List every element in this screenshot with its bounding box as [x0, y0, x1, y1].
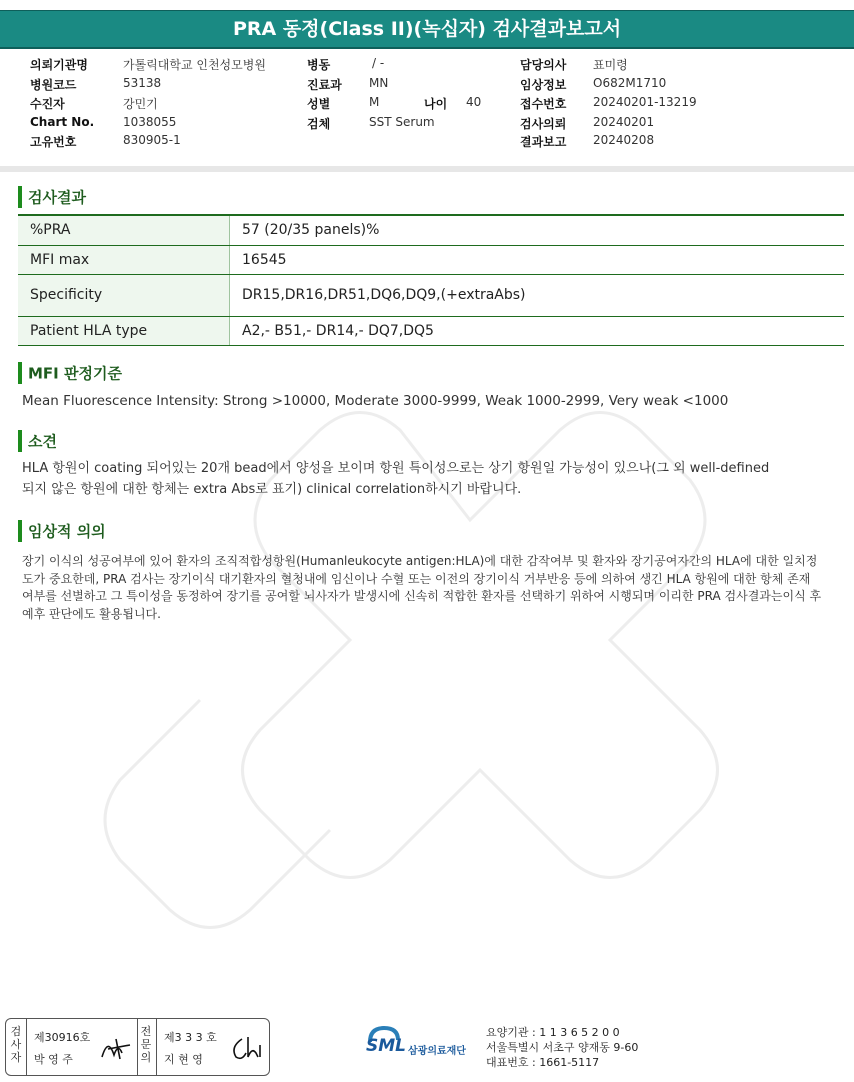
org-address: 서울특별시 서초구 양재동 9-60: [486, 1041, 639, 1054]
unique-no-label: 고유번호: [30, 135, 77, 149]
result-value: A2,- B51,- DR14,- DQ7,DQ5: [230, 316, 845, 345]
result-key: Specificity: [18, 274, 230, 316]
finding-text: [22, 458, 842, 500]
table-row: [18, 245, 844, 274]
specialist-signature-icon: [228, 1033, 264, 1061]
table-row: [18, 274, 844, 316]
heading-marker: [18, 362, 22, 384]
org-phone: 대표번호 : 1661-5117: [486, 1056, 600, 1069]
chart-no-value: 1038055: [123, 115, 177, 129]
hospital-value: 가톨릭대학교 인천성모병원: [123, 58, 266, 72]
specimen-value: SST Serum: [369, 115, 435, 129]
result-value: 57 (20/35 panels)%: [230, 215, 845, 245]
ward-value: / -: [372, 56, 385, 70]
examiner-signature-icon: [98, 1033, 134, 1061]
results-table: [18, 214, 844, 346]
heading-marker: [18, 186, 22, 208]
org-name: 삼광의료재단: [408, 1046, 466, 1057]
dept-label: 진료과: [307, 78, 342, 92]
chart-no-label: Chart No.: [30, 115, 95, 129]
result-key: %PRA: [18, 215, 230, 245]
clinical-info-label: 임상정보: [520, 78, 567, 92]
receipt-no-value: 20240201-13219: [593, 95, 697, 109]
heading-marker: [18, 520, 22, 542]
result-value: 16545: [230, 245, 845, 274]
patient-label: 수진자: [30, 97, 65, 111]
finding-line: HLA 항원이 coating 되어있는 20개 bead에서 양성을 보이며 항원 특이성으로는 상기 항원일 가능성이 있으나(그 외 well-defined: [22, 461, 770, 476]
ward-label: 병동: [307, 58, 331, 72]
age-label: 나이: [424, 97, 448, 111]
table-row: [18, 316, 844, 345]
org-code: 요양기관 : 1 1 3 6 5 2 0 0: [486, 1026, 620, 1039]
result-value: DR15,DR16,DR51,DQ6,DQ9,(+extraAbs): [230, 274, 845, 316]
clinical-info-value: O682M1710: [593, 76, 667, 90]
finding-line: 되지 않은 항원에 대한 항체는 extra Abs로 표기) clinical correlation하시기 바랍니다.: [22, 482, 522, 497]
examiner-name: 박 영 주: [34, 1053, 73, 1066]
org-address-block: [486, 1025, 638, 1070]
examiner-license: 제30916호: [34, 1031, 91, 1044]
heading-marker: [18, 430, 22, 452]
report-date-value: 20240208: [593, 133, 655, 147]
hospital-code-label: 병원코드: [30, 78, 77, 92]
specialist-name: 지 현 영: [164, 1053, 203, 1066]
signature-box: [5, 1018, 270, 1076]
report-date-label: 결과보고: [520, 135, 567, 149]
result-key: MFI max: [18, 245, 230, 274]
result-key: Patient HLA type: [18, 316, 230, 345]
patient-value: 강민기: [123, 97, 158, 111]
results-heading: 검사결과: [18, 186, 86, 208]
mfi-heading: MFI 판정기준: [18, 362, 122, 384]
doctor-label: 담당의사: [520, 58, 567, 72]
specimen-label: 검체: [307, 117, 331, 131]
hospital-label: 의뢰기관명: [30, 58, 88, 72]
request-date-value: 20240201: [593, 115, 655, 129]
receipt-no-label: 접수번호: [520, 97, 567, 111]
table-row: [18, 215, 844, 245]
dept-value: MN: [369, 76, 389, 90]
specialist-label: 전문의: [140, 1025, 152, 1064]
unique-no-value: 830905-1: [123, 133, 181, 147]
clinical-text: 장기 이식의 성공여부에 있어 환자의 조직적합성항원(Humanleukocyte antigen:HLA)에 대한 감작여부 및 환자와 장기공여자간의 HLA에 대한 일치정도가 중요한데, PRA 검사는 장기이식 대기환자의 혈청내에 임신이나 수혈 또는 이전의 장기이식 거부반응 등에 의하여 생긴 HLA 항원에 대한 항체 존재 여부를 선별하고 그 특이성을 동정하여 장기를 공여할 뇌사자가 발생시에 신속히 적합한 환자를 선택하기 위하여 시행되며 이리한 PRA 검사결과는이식 후 예후 판단에도 활용됩니다.: [22, 554, 822, 621]
logo-text: SML: [366, 1036, 406, 1056]
finding-heading: 소견: [18, 430, 57, 452]
report-title: PRA 동정(Class II)(녹십자) 검사결과보고서: [0, 10, 854, 49]
patient-info-block: [0, 48, 854, 172]
specialist-license: 제3 3 3 호: [164, 1031, 217, 1044]
examiner-label: 검사자: [10, 1025, 22, 1064]
sex-label: 성별: [307, 97, 331, 111]
hospital-code-value: 53138: [123, 76, 162, 90]
mfi-criteria-text: Mean Fluorescence Intensity: Strong >10000, Moderate 3000-9999, Weak 1000-2999, Very weak <1000: [22, 393, 729, 409]
age-value: 40: [466, 95, 482, 109]
doctor-value: 표미령: [593, 58, 628, 72]
request-date-label: 검사의뢰: [520, 117, 567, 131]
clinical-heading: 임상적 의의: [18, 520, 106, 542]
sex-value: M: [369, 95, 380, 109]
